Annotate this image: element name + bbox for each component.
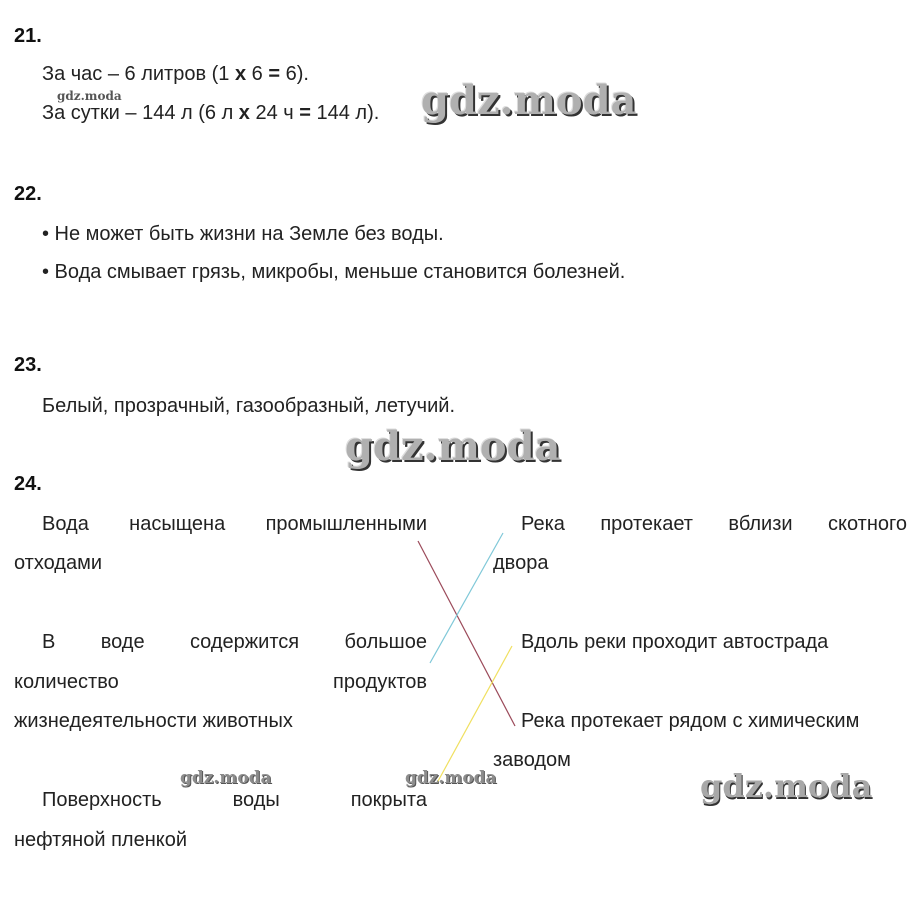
word: Поверхность — [42, 789, 162, 811]
word: скотного — [828, 513, 907, 535]
task-23-text: Белый, прозрачный, газообразный, летучий. — [42, 395, 455, 417]
connector-line-oil-to-highway — [437, 646, 512, 783]
text-segment: 144 л). — [310, 102, 380, 124]
left-item-2-line-3: жизнедеятельности животных — [14, 710, 293, 732]
task-24-number: 24. — [14, 473, 42, 495]
left-item-1-line-2: отходами — [14, 552, 103, 574]
text-segment: 6 — [246, 63, 269, 85]
word: количество — [14, 671, 119, 693]
word: воде — [100, 631, 145, 653]
connector-line-industrial-to-chemical — [418, 541, 515, 726]
word: покрыта — [350, 789, 427, 811]
right-item-3-line-2: заводом — [493, 749, 571, 771]
word: продуктов — [333, 671, 427, 693]
word: насыщена — [129, 513, 226, 535]
watermark-logo: gdz.moda — [180, 768, 272, 788]
word: промышленными — [265, 513, 427, 535]
equals-sign: = — [268, 63, 281, 85]
watermark-logo: gdz.moda — [421, 77, 637, 124]
text-segment: За сутки – 144 л (6 л — [42, 102, 239, 124]
word: содержится — [189, 631, 300, 653]
word: большое — [344, 631, 427, 653]
text-segment: 24 ч — [249, 102, 300, 124]
task-22-bullet-1: • Не может быть жизни на Земле без воды. — [42, 223, 444, 245]
right-item-3-line-1: Река протекает рядом с химическим — [521, 710, 860, 732]
connector-line-livestock-to-farm — [430, 533, 503, 663]
equals-sign: = — [299, 102, 311, 124]
task-22-number: 22. — [14, 183, 42, 205]
word: Вода — [42, 513, 89, 535]
text-segment: 6). — [280, 63, 309, 85]
word: Река — [521, 513, 565, 535]
word: воды — [232, 789, 280, 811]
watermark-logo: gdz.moda — [57, 89, 122, 103]
task-21-number: 21. — [14, 25, 42, 47]
multiply-sign: x — [238, 102, 250, 124]
word: В — [42, 631, 56, 653]
right-item-2: Вдоль реки проходит автострада — [521, 631, 829, 653]
right-item-1-line-2: двора — [493, 552, 549, 574]
task-23-number: 23. — [14, 354, 42, 376]
left-item-3-line-2: нефтяной пленкой — [14, 829, 188, 851]
word: вблизи — [728, 513, 793, 535]
watermark-logo: gdz.moda — [345, 423, 561, 470]
word: протекает — [600, 513, 693, 535]
watermark-logo: gdz.moda — [700, 767, 873, 805]
multiply-sign: x — [235, 63, 247, 85]
task-22-bullet-2: • Вода смывает грязь, микробы, меньше становится болезней. — [42, 261, 626, 283]
text-segment: За час – 6 литров (1 — [42, 63, 235, 85]
watermark-logo: gdz.moda — [405, 768, 497, 788]
